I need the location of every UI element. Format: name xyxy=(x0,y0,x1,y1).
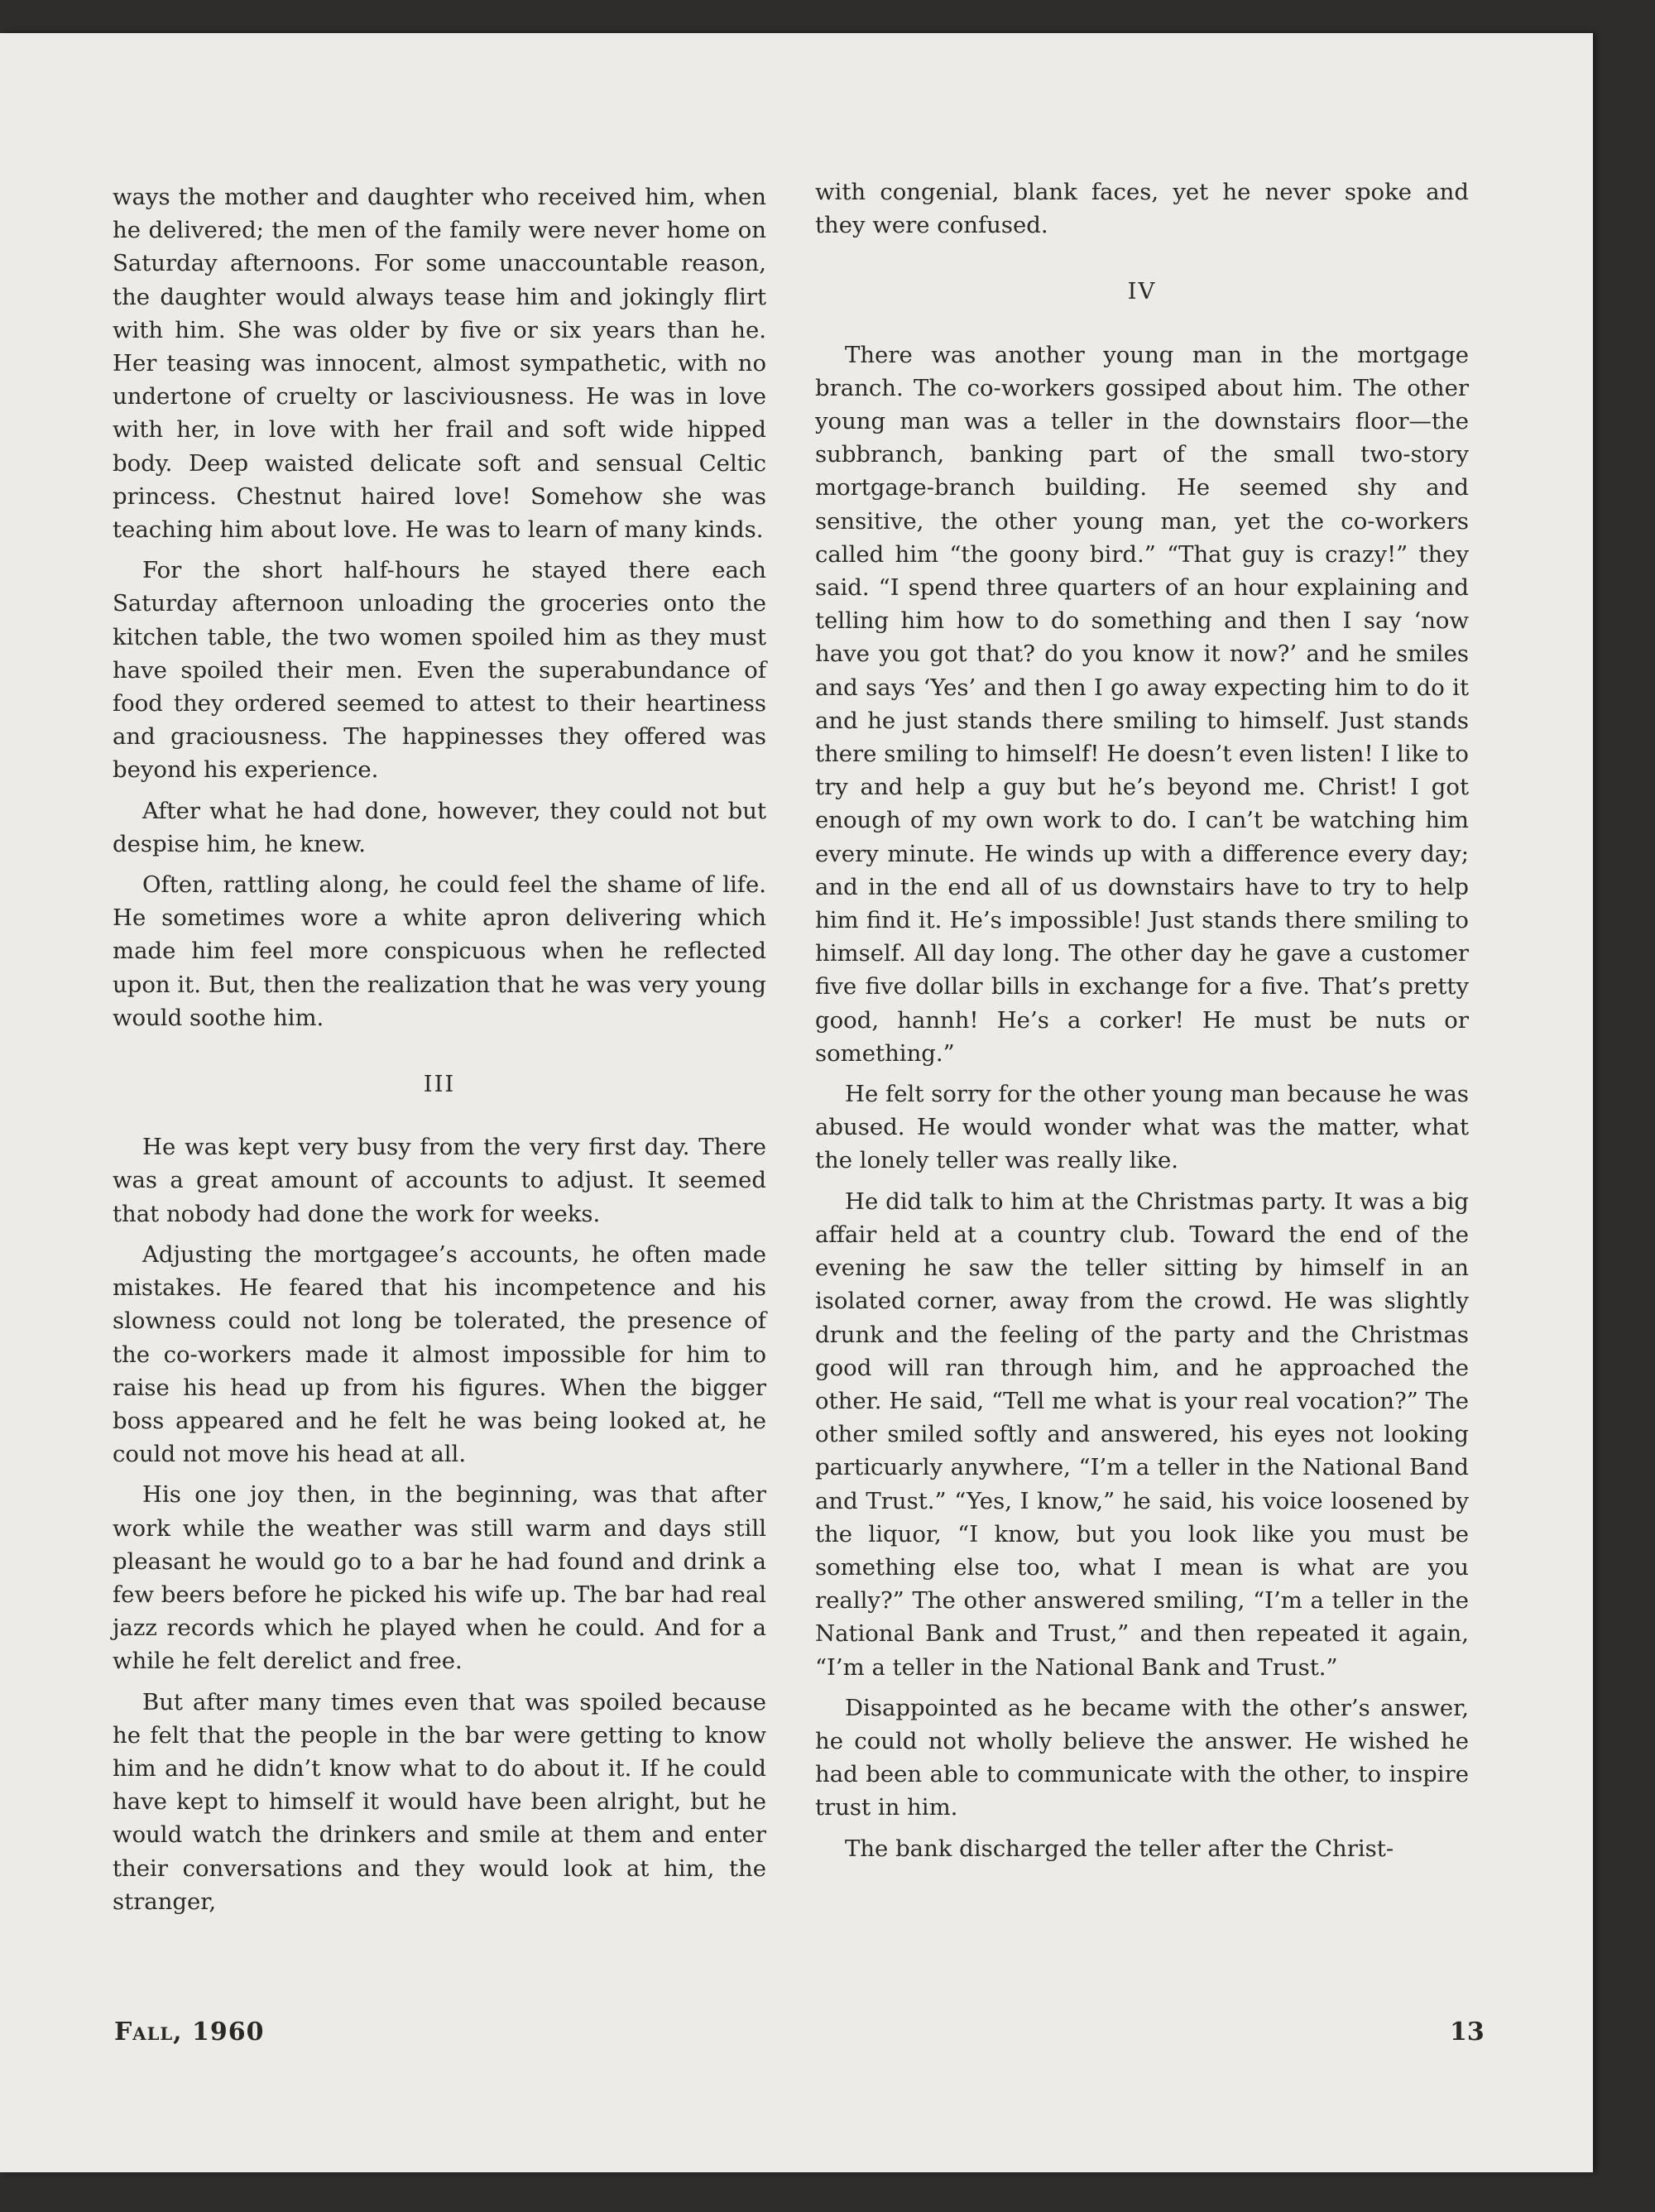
paragraph: After what he had done, however, they could not but despise him, he knew. xyxy=(113,797,766,857)
paragraph: ways the mother and daughter who received him, when he delivered; the men of the family were never home on Saturday afternoons. For some unaccountable reason, the daughter would always tease him and jokingly flirt with him. She was older by five or six years than he. Her teasing was innocent, almost sympathetic, with no undertone of cruelty or lasciviousness. He was in love with her, in love with her frail and soft wide hipped body. Deep waisted delicate soft and sensual Celtic princess. Chestnut haired love! Somehow she was teaching him about love. He was to learn of many kinds. xyxy=(113,184,766,544)
paragraph: He was kept very busy from the very first day. There was a great amount of accounts to adjust. It seemed that nobody had done the work for weeks. xyxy=(113,1134,766,1227)
paragraph: Disappointed as he became with the other’s answer, he could not wholly believe the answer. He wished he had been able to communicate with the other, to inspire trust in him. xyxy=(815,1694,1469,1821)
left-column xyxy=(113,180,766,1926)
right-column xyxy=(815,175,1469,1873)
paragraph: There was another young man in the mortgage branch. The co-workers gossiped about him. The other young man was a teller in the downstairs floor—the subbranch, banking part of the small two-story mortgage-branch building. He seemed shy and sensitive, the other young man, yet the co-workers called him “the goony bird.” “That guy is crazy!” they said. “I spend three quarters of an hour explaining and telling him how to do something and then I say ‘now have you got that? do you know it now?’ and he smiles and says ‘Yes’ and then I go away expecting him to do it and he just stands there smiling to himself. Just stands there smiling to himself! He doesn’t even listen! I like to try and help a guy but he’s beyond me. Christ! I got enough of my own work to do. I can’t be watching him every minute. He winds up with a difference every day; and in the end all of us downstairs have to try to help him find it. He’s impossible! Just stands there smiling to himself. All day long. The other day he gave a customer five five dollar bills in exchange for a five. That’s pretty good, hannh! He’s a corker! He must be nuts or something.” xyxy=(815,341,1469,1067)
section-heading: IV xyxy=(1127,278,1157,305)
page-number: 13 xyxy=(1450,2018,1485,2046)
paragraph: For the short half-hours he stayed there each Saturday afternoon unloading the groceries onto the kitchen table, the two women spoiled him as they must have spoiled their men. Even the superabundance of food they ordered seemed to attest to their heartiness and graciousness. The happinesses they offered was beyond his experience. xyxy=(113,557,766,784)
page xyxy=(0,33,1593,2172)
paragraph: He did talk to him at the Christmas party. It was a big affair held at a country club. Toward the end of the evening he saw the teller sitting by himself in an isolated corner, away from the crowd. He was slightly drunk and the feeling of the party and the Christmas good will ran through him, and he approached the other. He said, “Tell me what is your real vocation?” The other smiled softly and answered, his eyes not looking particuarly anywhere, “I’m a teller in the National Band and Trust.” “Yes, I know,” he said, his voice loosened by the liquor, “I know, but you look like you must be something else too, what I mean is what are you really?” The other answered smiling, “I’m a teller in the National Bank and Trust,” and then repeated it again, “I’m a teller in the National Bank and Trust.” xyxy=(815,1188,1469,1681)
paragraph: Adjusting the mortgagee’s accounts, he often made mistakes. He feared that his incompetence and his slowness could not long be tolerated, the presence of the co-workers made it almost impossible for him to raise his head up from his figures. When the bigger boss appeared and he felt he was being looked at, he could not move his head at all. xyxy=(113,1240,766,1468)
section-heading: III xyxy=(423,1071,456,1098)
paragraph: The bank discharged the teller after the Christ- xyxy=(845,1835,1394,1862)
paragraph: But after many times even that was spoiled because he felt that the people in the bar were getting to know him and he didn’t know what to do about it. If he could have kept to himself it would have been alright, but he would watch the drinkers and smile at them and enter their conversations and they would look at him, the stranger, xyxy=(113,1688,766,1915)
footer-issue: Fall, 1960 xyxy=(114,2018,265,2046)
paragraph: with congenial, blank faces, yet he never spoke and they were confused. xyxy=(815,179,1469,239)
paragraph: He felt sorry for the other young man because he was abused. He would wonder what was the matter, what the lonely teller was really like. xyxy=(815,1081,1469,1174)
paragraph: Often, rattling along, he could feel the shame of life. He sometimes wore a white apron delivering which made him feel more conspicuous when he reflected upon it. But, then the realization that he was very young would soothe him. xyxy=(113,871,766,1031)
paragraph: His one joy then, in the beginning, was that after work while the weather was still warm and days still pleasant he would go to a bar he had found and drink a few beers before he picked his wife up. The bar had real jazz records which he played when he could. And for a while he felt derelict and free. xyxy=(113,1481,766,1675)
